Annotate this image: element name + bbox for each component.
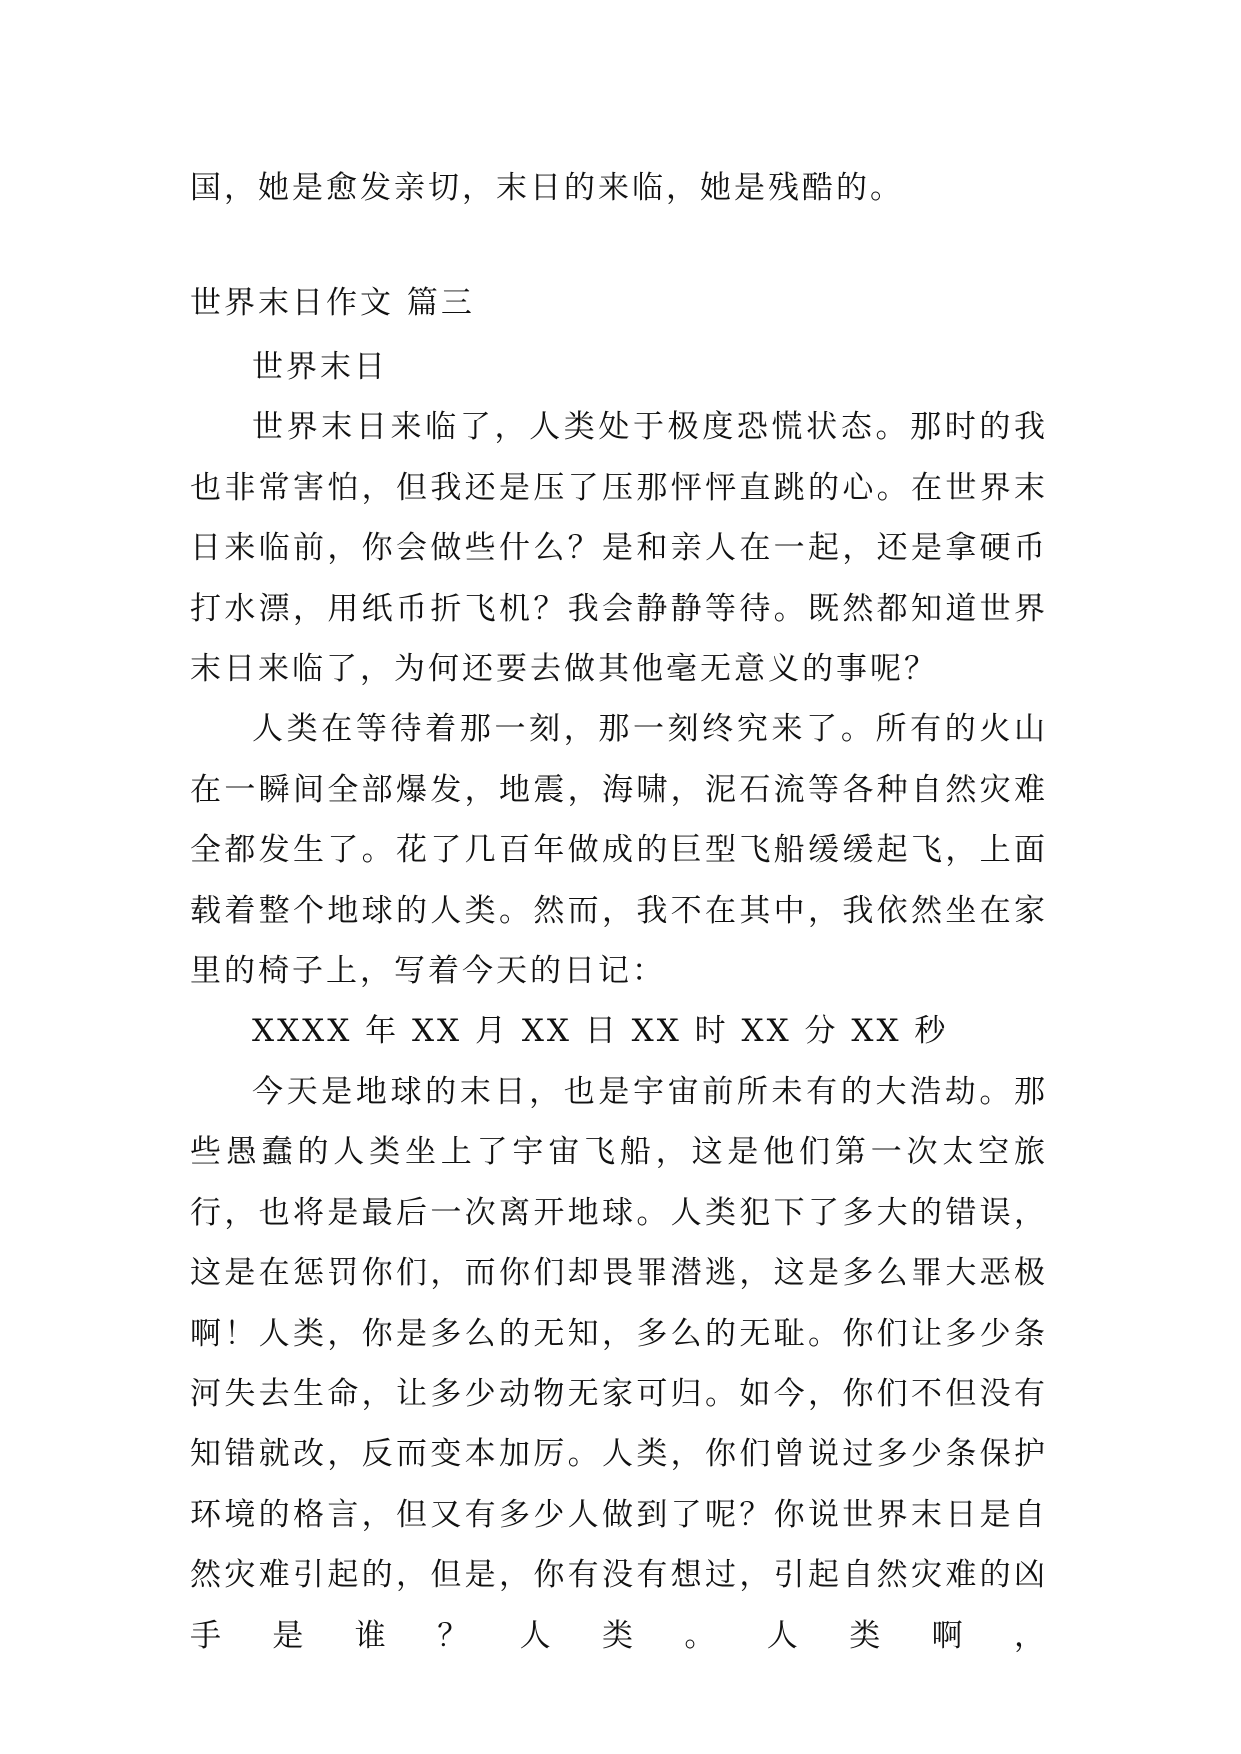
essay-paragraph: 人类在等待着那一刻，那一刻终究来了。所有的火山在一瞬间全部爆发，地震，海啸，泥石流等各种自然灾难全都发生了。花了几百年做成的巨型飞船缓缓起飞，上面载着整个地球的人类。然而，我不在其中，我依然坐在家里的椅子上，写着今天的日记： <box>190 711 1048 990</box>
diary-timestamp: XXXX 年 XX 月 XX 日 XX 时 XX 分 XX 秒 <box>252 1013 949 1050</box>
essay-paragraph: 世界末日来临了，人类处于极度恐慌状态。那时的我也非常害怕，但我还是压了压那怦怦直跳的心。在世界末日来临前，你会做些什么？是和亲人在一起，还是拿硬币打水漂，用纸币折飞机？我会静静等待。既然都知道世界末日来临了，为何还要去做其他毫无意义的事呢？ <box>190 409 1048 688</box>
essay-body <box>190 337 1048 1666</box>
essay-title: 世界末日 <box>252 349 388 385</box>
section-heading: 世界末日作文 篇三 <box>190 285 475 321</box>
previous-paragraph-ending: 国，她是愈发亲切，末日的来临，她是残酷的。 <box>190 170 904 206</box>
essay-paragraph: 今天是地球的末日，也是宇宙前所未有的大浩劫。那些愚蠢的人类坐上了宇宙飞船，这是他们第一次太空旅行，也将是最后一次离开地球。人类犯下了多大的错误，这是在惩罚你们，而你们却畏罪潜逃，这是多么罪大恶极啊！人类，你是多么的无知，多么的无耻。你们让多少条河失去生命，让多少动物无家可归。如今，你们不但没有知错就改，反而变本加厉。人类，你们曾说过多少条保护环境的格言，但又有多少人做到了呢？你说世界末日是自然灾难引起的，但是，你有没有想过，引起自然灾难的凶手是谁？人类。人类啊， <box>190 1073 1048 1654</box>
